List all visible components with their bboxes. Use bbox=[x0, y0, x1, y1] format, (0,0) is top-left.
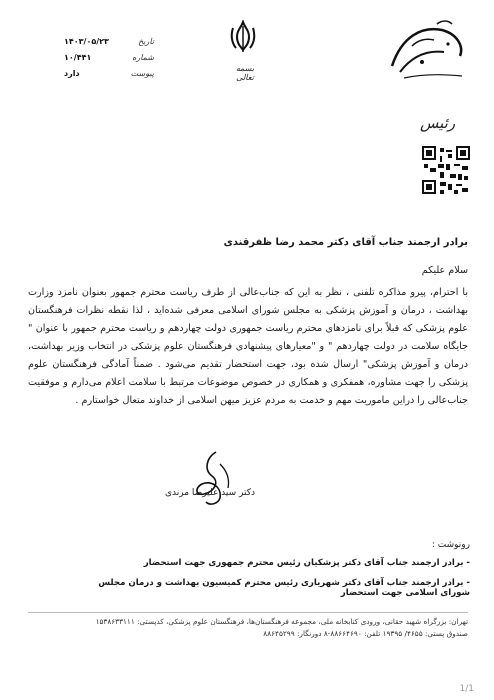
footer-divider bbox=[28, 612, 468, 613]
president-title: رئیس bbox=[420, 114, 456, 132]
cc-title: رونوشت : bbox=[431, 540, 470, 550]
footer-address: تهران: بزرگراه شهید حقانی، ورودی کتابخانه ملی، مجموعه فرهنگستان‌ها، فرهنگستان علوم پزشکی، کدپستی: ۱۵۳۸۶۳۳۱۱۱ bbox=[95, 617, 468, 626]
qr-code-icon bbox=[422, 146, 470, 194]
letter-paragraph: با احترام، پیرو مذاکره تلفنی ، نظر به این که جناب‌عالی از طرف ریاست محترم جمهور بعنوان نامزد وزارت بهداشت ، درمان و آموزش پزشکی به مجلس شورای اسلامی معرفی شده‌اید ، لذا نقطه نظرات فرهنگستان علوم پزشکی که قبلاً برای نامزدهای محترم ریاست جمهوری دولت چهاردهم و ریاست محترم جمهور با عنوان " جایگاه سلامت در دولت چهاردهم " و "معیارهای پیشنهادی فرهنگستان علوم پزشکی در انتخاب وزیر بهداشت، درمان و آموزش پزشکی" ارسال شده بود، جهت استحضار تقدیم می‌شود . ضمناً آمادگی فرهنگستان علوم پزشکی را جهت مشاوره، همفکری و همکاری در خصوص موضوعات مرتبط با سلامت اعلام می‌دارم و موفقیت جناب‌عالی را دراین ماموریت مهم و خدمت به مردم عزیز میهن اسلامی از خداوند متعال خواستارم . bbox=[28, 287, 468, 406]
date-row bbox=[64, 34, 154, 50]
cc-item: - برادر ارجمند جناب آقای دکتر شهریاری رئیس محترم کمیسیون بهداشت و درمان مجلس شورای اسلامی جهت استحضار bbox=[98, 578, 470, 598]
cc-item: - برادر ارجمند جناب آقای دکتر پزشکیان رئیس محترم جمهوری جهت استحضار bbox=[143, 558, 470, 568]
motto: بسمه تعالی bbox=[235, 64, 255, 82]
greeting: سلام علیکم bbox=[421, 265, 468, 276]
date-value: ۱۴۰۳/۰۵/۲۳ bbox=[64, 37, 109, 46]
number-row bbox=[64, 50, 154, 66]
number-value: ۱۰/۴۴۱ bbox=[64, 53, 92, 62]
academy-logo-icon bbox=[382, 16, 472, 84]
attachment-label: پیوست bbox=[130, 69, 154, 78]
addressee: برادر ارجمند جناب آقای دکتر محمد رضا ظفرقندی bbox=[223, 237, 468, 248]
letter-meta bbox=[64, 34, 154, 82]
number-label: شماره bbox=[132, 53, 154, 62]
date-label: تاریخ bbox=[138, 37, 154, 46]
attachment-row bbox=[64, 66, 154, 82]
iran-emblem-icon bbox=[228, 20, 258, 54]
signer-name: دکتر سید علیرضا مرندی bbox=[164, 488, 255, 498]
signature-icon bbox=[176, 448, 246, 508]
footer-contact: صندوق پستی: ۴۶۵۵/ ۱۹۳۹۵ تلفن: ۸۸۶۶۴۶۹۰-۸ دورنگار: ۸۸۶۴۵۲۹۹ bbox=[263, 629, 468, 638]
page-indicator: 1/1 bbox=[459, 684, 474, 694]
attachment-value: دارد bbox=[64, 69, 80, 78]
